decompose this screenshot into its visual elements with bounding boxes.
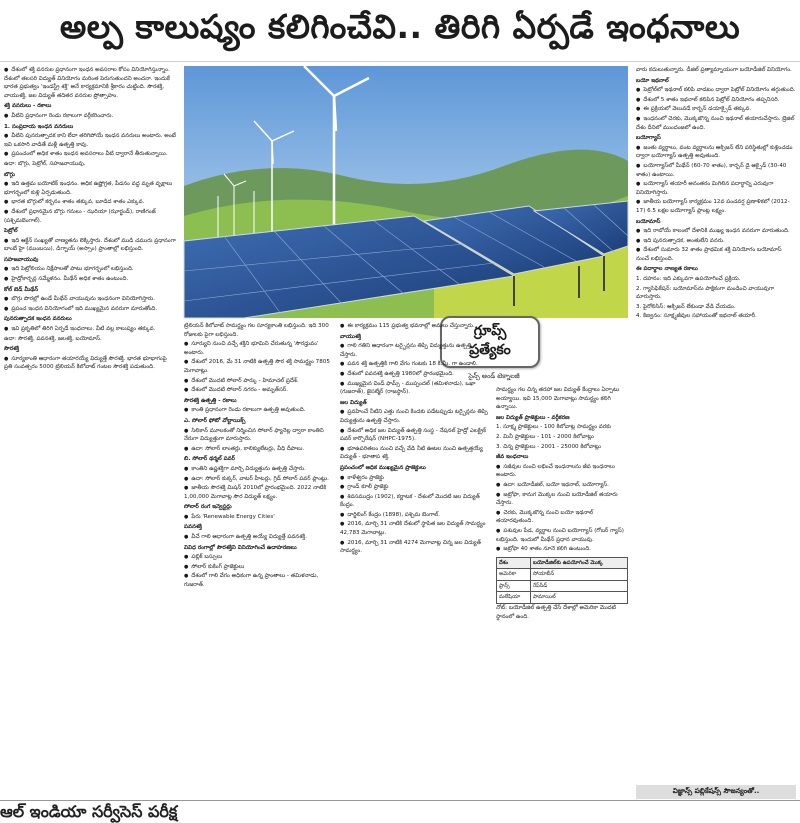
paragraph: ● ఇవి ప్రకృతిలో తిరిగి ఏర్పడే ఇంధనాలు. వీటి వల్ల కాలుష్యం తక్కువ. [4,325,176,334]
paragraph: ● ఇది ఉత్తమ బయోటిక్ ఇంధనం. అధిక ఉష్ణోగ్రత, పీడనం వద్ద మృత వృక్షాలు భూగర్భంలో కుళ్లి ఏర్పడుతుంది. [4,180,176,197]
paragraph: 4. కిణ్వనం: సూక్ష్మజీవుల సహాయంతో ఇథనాల్ తయారీ. [636,313,757,320]
paragraph: ● ఇది పెట్రోలియం నిక్షేపాలతో పాటు భూగర్భంలో లభిస్తుంది. [4,265,176,274]
section-heading: కోల్ బెడ్ మీథేన్ [4,286,39,293]
paragraph: ● దేశంలో పవనశక్తి ఉత్పత్తి 1980లో ప్రారంభమైంది. [340,370,490,379]
paragraph: ● దేశంలో సుమారు 32 శాతం ప్రాథమిక శక్తి వినియోగం బయోమాస్ నుంచే లభిస్తుంది. [636,246,796,263]
paragraph: ● ముఖ్యమైన విండ్ ఫామ్స్ - ముప్పందల్ (తమిళనాడు), ఒఖా (గుజరాత్), జైసల్మేర్ (రాజస్థాన్). [340,380,490,397]
section-heading: సౌరశక్తి ఉత్పత్తి - రకాలు [184,397,237,404]
paragraph: ఉదా: సౌరశక్తి, పవనశక్తి, జలశక్తి, బయోమాస్. [4,335,102,342]
section-heading: సోలార్ రంగ ఇన్వెస్టర్లు [184,504,232,511]
section-heading: శక్తి వనరులు - రకాలు [4,103,52,110]
paragraph: ● దార్జిలింగ్ కేంద్రం (1898), పశ్చిమ బెంగాల్. [340,511,490,520]
paragraph: ● సోలార్ కుకింగ్ ప్రాజెక్టులు [184,563,334,572]
paragraph: ఉదా: బొగ్గు, పెట్రోల్, సహజవాయువు. [4,160,86,167]
article-column-1 [4,66,176,791]
section-heading: ఈ పదార్థాల నాణ్యత రకాలు [636,266,698,273]
paragraph: ట్రిలియన్ కిలోవాట్ సామర్థ్యం గల సూర్యకాంతి లభిస్తుంది. ఇది 300 రోజులకు పైగా లభిస్తుంది. [184,323,329,338]
paragraph: ● ఉదా: బయోడీజిల్, బయో ఇథనాల్, బయోగ్యాస్. [496,481,628,490]
table-header: బయోడీజిల్‌కు ఉపయోగించే మొక్క [530,557,627,569]
paragraph: ● వీటిని పునరుత్పాదక కాని లేదా తరిగిపోయే ఇంధన వనరులు అంటారు. అంటే ఇవి ఒకసారి వాడితే మళ్లీ ఉత్పత్తి కావు. [4,132,176,149]
paragraph: ● వీటిని ప్రధానంగా రెండు రకాలుగా వర్గీకరించారు. [4,112,176,121]
paragraph: ● సిలికాన్ మూలకంతో నిర్మించిన సోలార్ ఫ్యానెల్ల ద్వారా కాంతిని నేరుగా విద్యుత్తుగా మారుస్తారు. [184,427,334,444]
section-heading: సౌరశక్తి [4,346,20,353]
section-heading: బయోమాస్ [636,218,661,225]
badge-subtitle: సైన్స్ అండ్ టెక్నాలజీ [468,372,520,380]
paragraph: ● పేరు 'Renewable Energy Cities' [184,513,334,522]
paragraph: వారు కదులుతున్నారు. డీజిల్ ప్రత్యామ్నాయంగా బయోడీజిల్ వినియోగం. [636,67,792,73]
table-cell: అమెరికా [497,569,531,581]
section-heading: పవనశక్తి [184,524,202,531]
paragraph: ● జట్రోఫా 40 శాతం నూనె కలిగి ఉంటుంది. [496,545,628,554]
paragraph: ● కాళేశ్వరం ప్రాజెక్టు [340,474,490,483]
paragraph: ● ఈ ప్రక్రియలో వెలువడే కార్బన్ డయాక్సైడ్ తక్కువ. [636,105,796,114]
paragraph: ● దేశంలో మొదటి సోలార్ పార్కు - హిమాచల్ ప్రదేశ్. [184,377,334,386]
paragraph: ● ఇది ఆక్టేన్ సంఖ్యతో నాణ్యతను లెక్కిస్తారు. దేశంలో ముడి చమురు ప్రధానంగా బాంబే హై (ముంబయి), డిగ్బాయ్ (అస్సాం) ప్రాంతాల్లో లభిస్తుంది. [4,237,176,254]
paragraph: ● దేశంలో మొదటి సోలార్ నగరం - అమృత్‌సర్. [184,386,334,395]
publisher-credit: విజ్ఞాన్స్ పబ్లికేషన్స్ సౌజన్యంతో.. [636,785,796,799]
paragraph: ● వీచే గాలి ఆధారంగా ఉత్పత్తి అయ్యే విద్యుత్తే పవనశక్తి. [184,533,334,542]
section-heading: వాయుశక్తి [340,333,361,340]
section-heading: వివిధ రంగాల్లో సౌరశక్తిని వినియోగించే ఉదాహరణలు [184,544,297,551]
paragraph: 1. సూక్ష్మ ప్రాజెక్టులు - 100 కిలోవాట్ల సామర్థ్యం వరకు [496,424,612,431]
article-column-2 [184,322,334,791]
paragraph: ● జట్రోఫా, కానుగ మొక్కల నుంచి బయోడీజిల్ తయారు చేస్తారు. [496,491,628,508]
section-heading: జల విద్యుత్ [340,399,367,406]
article-column-4 [496,322,628,791]
paragraph: ● కాంతి ప్రధానంగా రెండు రకాలుగా ఉత్పత్తి అవుతుంది. [184,406,334,415]
paragraph: 1. దహనం: ఇది ఎక్కువగా ఉపయోగించే ప్రక్రియ. [636,276,741,283]
biodiesel-table [496,557,628,604]
paragraph: ● బొగ్గు పొరల్లో ఉండే మీథేన్ వాయువును ఇంధనంగా వినియోగిస్తారు. [4,295,176,304]
paragraph: ● ప్రపంచంలో అధిక శాతం ఇంధన అవసరాలు వీటి ద్వారానే తీరుతున్నాయి. [4,150,176,159]
paragraph: ● చెరకు, మొక్కజొన్న నుంచి బయో ఇథనాల్ తయారవుతుంది. [496,509,628,526]
paragraph: ● భారత బొగ్గులో కర్బనం శాతం తక్కువ, బూడిద శాతం ఎక్కువ. [4,198,176,207]
paragraph: ● పబ్లిక్ బస్సులు [184,553,334,562]
section-heading: పెట్రోల్ [4,228,18,235]
paragraph: ● శివసముద్రం (1902), కర్ణాటక - దేశంలో మొదటి జల విద్యుత్ కేంద్రం. [340,493,490,510]
paragraph: ● సూర్యుని నుంచి వచ్చే శక్తిని భూమిని చేరుతున్న 'సౌరధ్రువం' అంటారు. [184,340,334,357]
section-heading: బయోగ్యాస్ [636,135,661,142]
table-header: దేశం [497,557,531,569]
paragraph: ● దేశంలో ప్రధానమైన బొగ్గు గనులు - ఝరియా (ఝార్ఖండ్), రాణిగంజ్ (పశ్చిమబెంగాల్). [4,208,176,225]
paragraph: ● ఇది పునరుత్పాదక, అంతులేని వనరు. [636,237,796,246]
paragraph: ● 2016, మార్చి 31 నాటికి 4274 మెగావాట్ల చిన్న జల విద్యుత్ సామర్థ్యం. [340,539,490,556]
section-heading: బొగ్గు [4,171,15,178]
paragraph: ● గాలి గతిని ఆధారంగా టర్బైన్లను తిప్పి విద్యుత్తును ఉత్పత్తి చేస్తారు. [340,342,490,359]
table-cell: ఫ్రాన్స్ [497,580,531,592]
paragraph: ● జాతీయ సౌరశక్తి మిషన్ 2010లో ప్రారంభమైంది. 2022 నాటికి 1,00,000 మెగావాట్ల సౌర విద్యుత్ లక్ష్యం. [184,484,334,501]
paragraph: ● జంతు వ్యర్థాలు, వంట వ్యర్థాలను ఆక్సిజన్ లేని పరిస్థితుల్లో కుళ్లించడం ద్వారా బయోగ్యాస్ ఉత్పత్తి అవుతుంది. [636,144,796,161]
paragraph: ● దేశంలో అధిక జల విద్యుత్ ఉత్పత్తి సంస్థ - నేషనల్ హైడ్రో ఎలక్ట్రిక్ పవర్ కార్పొరేషన్ (NHPC-1975). [340,427,490,444]
paragraph: ● దేశంలో గాలి వేగం అధికంగా ఉన్న ప్రాంతాలు - తమిళనాడు, గుజరాత్. [184,572,334,589]
table-note: నోట్: బయోడీజిల్ ఉత్పత్తి చేసే దేశాల్లో అమెరికా మొదటి స్థానంలో ఉంది. [496,605,616,620]
paragraph: ● సజీవుల నుంచి లభించే ఇంధనాలను జీవ ఇంధనాలు అంటారు. [496,463,628,480]
section-heading: 1. సంప్రదాయ ఇంధన వనరులు [4,123,74,130]
paragraph: ● ప్రవహించే నీటిని ఎత్తు నుంచి కిందకు పడేటప్పుడు టర్బైన్లను తిప్పి విద్యుత్తును ఉత్పత్తి చేస్తారు. [340,408,490,425]
article-column-3 [340,322,490,791]
table-cell: రేప్‌సీడ్ [530,580,627,592]
paragraph: ● ఉదా: సోలార్ లాంతర్లు, కాలిక్యులేటర్లు, వీధి దీపాలు. [184,445,334,454]
table-cell: పామాయిల్ [530,592,627,604]
paragraph: ● పశువుల పేడ, వ్యర్థాల నుంచి బయోగ్యాస్ (గోబర్ గ్యాస్) లభిస్తుంది. ఇందులో మీథేన్ ప్రధాన వాయువు. [496,527,628,544]
section-heading: ఎ. సోలార్ ఫోటో వోల్టాయిక్స్ [184,417,246,424]
paragraph: ● ఉదా: సోలార్ కుక్కర్, వాటర్ హీటర్లు, గ్రిడ్ సోలార్ పవర్ ప్లాంట్లు. [184,475,334,484]
solar-wind-photo [184,66,628,318]
paragraph: ● జాతీయ బయోగ్యాస్ కార్యక్రమం 12వ పంచవర్ష ప్రణాళికలో (2012-17) 6.5 లక్షల బయోగ్యాస్ ప్లాంట్ల లక్ష్యం. [636,198,796,215]
section-heading: జీవ ఇంధనాలు [496,454,529,461]
section-heading: బయో ఇథనాల్ [636,77,669,84]
paragraph: ● దేశంలో శక్తి వనరుల ప్రధానంగా ఇంధన అవసరాల కోసం వినియోగిస్తున్నాం. దేశంలో తలసరి విద్యుత్ వినియోగం మరింత పెరుగుతుందని అంచనా. ఇందుకే భారత ప్రభుత్వం 'ఇండస్ట్రీ శక్తి' అనే కార్యక్రమానికి శ్రీకారం చుట్టింది. సౌరశక్తి, వాయుశక్తి, జల విద్యుత్ తదితర వనరుల ప్రోత్సాహం. [4,66,176,100]
paragraph: ● ఇంధనంలో చెరకు, మొక్కజొన్న నుంచి ఇథనాల్ తయారుచేస్తారు. బ్రెజిల్ దేశం దీనిలో ముందంజలో ఉంది. [636,115,796,132]
paragraph: ● హైడ్రోకార్బన్ల సమ్మేళనం. మీథేన్ అధిక శాతం ఉంటుంది. [4,275,176,284]
paragraph: 2. మినీ ప్రాజెక్టులు - 101 - 2000 కిలోవాట్లు [496,433,594,440]
paragraph: ● గ్రాండ్ కూలీ ప్రాజెక్టు [340,483,490,492]
paragraph: ● ప్రపంచ ఇంధన వినియోగంలో ఇది ముఖ్యమైన వనరుగా మారుతోంది. [4,305,176,314]
paragraph: ● బయోగ్యాస్ తయారీ అనంతరం మిగిలిన పదార్థాన్ని ఎరువుగా వినియోగిస్తారు. [636,180,796,197]
table-cell: సోయాబీన్ [530,569,627,581]
section-heading: పునరుత్పాదక ఇంధన వనరులు [4,316,72,323]
paragraph: ● దేశంలో 5 శాతం ఇథనాల్ కలిపిన పెట్రోల్ వినియోగం తప్పనిసరి. [636,96,796,105]
section-heading: బి. సోలార్ థర్మల్ పవర్ [184,456,235,463]
badge-line-2: ప్రత్యేకం [469,342,511,358]
table-row [497,592,628,604]
table-row [497,580,628,592]
paragraph: ● భూఉపరితలం నుంచి వచ్చే వేడి నీటి ఊటల నుంచి ఉత్పత్తయ్యే విద్యుత్ - భూతాప శక్తి. [340,445,490,462]
paragraph: 3. పైరోలిసిస్: ఆక్సిజన్ లేకుండా వేడి చేయడం. [636,303,736,310]
paragraph: ● సూర్యకాంతి ఆధారంగా తయారయ్యే విద్యుత్తే సౌరశక్తి. భారత భూభాగంపై ప్రతి సంవత్సరం 5000 ట్రిలియన్ కిలోవాట్ గంటల సౌరశక్తి పడుతుంది. [4,355,176,372]
paragraph: ● బయోగ్యాస్‌లో మీథేన్ (60-70 శాతం), కార్బన్ డై ఆక్సైడ్ (30-40 శాతం) ఉంటాయి. [636,162,796,179]
headline: అల్ప కాలుష్యం కలిగించేవి.. తిరిగి ఏర్పడే ఇంధనాలు [0,0,800,62]
paragraph: 3. చిన్న ప్రాజెక్టులు - 2001 - 25000 కిలోవాట్లు [496,443,601,450]
paragraph: ● దేశంలో 2016, మే 31 నాటికి ఉత్పత్తి సౌర శక్తి సామర్థ్యం 7805 మెగావాట్లు. [184,358,334,375]
paragraph: ● పవన శక్తి ఉత్పత్తికి గాలి వేగం గంటకు 18 కి.మీ. గా ఉండాలి. [340,360,490,369]
paragraph: ● ఈ కార్యక్రమం 115 ప్రభుత్వ భవనాల్లో అమలు చేస్తున్నారు. [340,322,490,331]
table-cell: మలేషియా [497,592,531,604]
paragraph: ● పెట్రోల్‌లో ఇథనాల్ కలిపి వాడటం ద్వారా పెట్రోల్ వినియోగం తగ్గుతుంది. [636,86,796,95]
paragraph: ● కాంతిని ఉష్ణశక్తిగా మార్చి విద్యుత్తును ఉత్పత్తి చేస్తారు. [184,465,334,474]
table-row [497,569,628,581]
paragraph: ● 2016, మార్చి 31 నాటికి దేశంలో స్థాపిత జల విద్యుత్ సామర్థ్యం 42,783 మెగావాట్లు. [340,520,490,537]
section-heading: జల విద్యుత్ ప్రాజెక్టులు - వర్గీకరణ [496,414,570,421]
badge-line-1: గ్రూప్స్ [473,323,507,339]
paragraph: సామర్థ్యం గల చిన్న తరహా జల విద్యుత్ కేంద్రాలు ఏర్పాటు అయ్యాయి. ఇవి 15,000 మెగావాట్లు సామర్థ్యం కలిగి ఉన్నాయి. [496,387,620,411]
next-headline-fragment: ఆల్ ఇండియా సర్వీసెస్ పరీక్ష [0,800,800,811]
article-column-5 [636,66,796,791]
section-heading: సహజవాయువు [4,256,39,263]
paragraph: ● ఇది రాబోయే కాలంలో దేశానికి ముఖ్య ఇంధన వనరుగా మారుతుంది. [636,227,796,236]
paragraph: 2. గ్యాసిఫికేషన్: బయోమాస్‌ను పాక్షికంగా మండించి వాయువుగా మారుస్తారు. [636,285,775,301]
section-heading: ప్రపంచంలో అధిక ముఖ్యమైన ప్రాజెక్టులు [340,464,426,471]
